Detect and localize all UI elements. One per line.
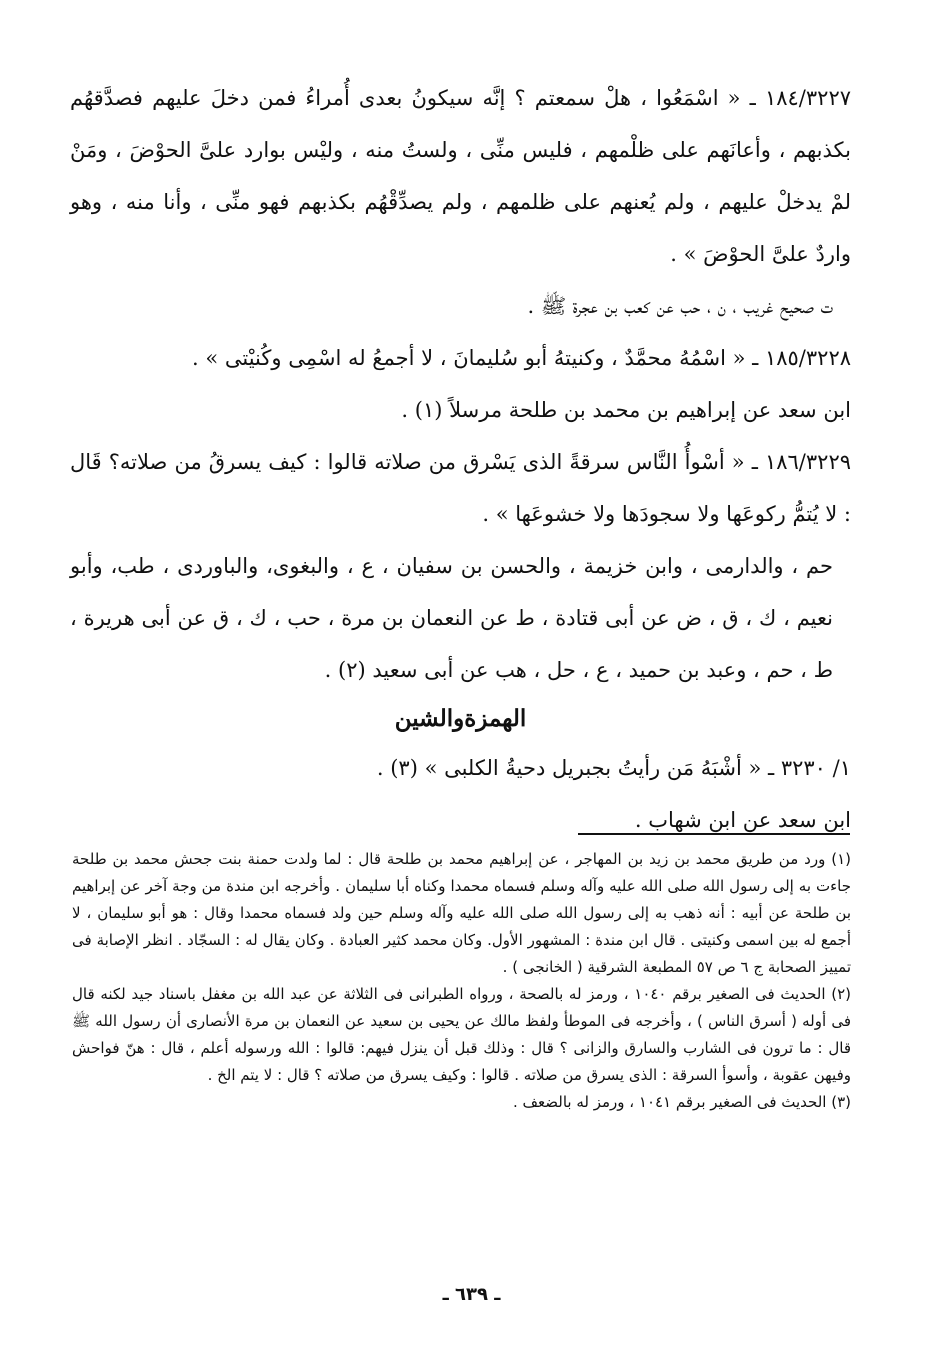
section-heading: الهمزةوالشين — [394, 705, 527, 732]
footnote-3: (٣) الحديث فى الصغير برقم ١٠٤١ ، ورمز له بالضعف . — [512, 1093, 851, 1111]
hadith-184-text: ١٨٤/٣٢٢٧ ـ « اسْمَعُوا ، هلْ سمعتم ؟ إنَّه سيكونُ بعدى أُمراءُ فمن دخلَ عليهم فصدَّقهُم بكذبهم ، وأعانَهم على ظلْمهم ، فليس منِّى ، ولستُ منه ، وليْس بوارد علىَّ الحوْضَ ، ومَنْ لمْ يدخلْ عليهم ، ولم يُعنهم على ظلمهم ، ولم يصدِّقْهُم بكذبهم فهو منِّى ، وأنا منه ، وهو واردٌ علىَّ الحوْضَ » . — [70, 86, 851, 266]
footnote-divider — [578, 833, 850, 835]
main-text — [70, 72, 851, 846]
hadith-3230-text: ١/ ٣٢٣٠ ـ « أشْبَهُ مَن رأيتُ بجبريل دحيةُ الكلبى » (٣) . — [376, 756, 851, 780]
footnote-2: (٢) الحديث فى الصغير برقم ١٠٤٠ ، ورمز له بالصحة ، ورواه الطبرانى فى الثلاثة عن عبد الله بن مغفل باسناد جيد لكنه قال فى أوله ( أسرق الناس ) ، وأخرجه فى الموطأ ولفظ مالك عن يحيى بن سعيد عن النعمان بن مرة الأنصارى أن رسول الله ﷺ قال : ما ترون فى الشارب والسارق والزانى ؟ قال : وذلك قبل أن ينزل فيهم: قالوا : الله ورسوله أعلم ، قال : هنّ فواحش وفيهن عقوبة ، وأسوأ السرقة : الذى يسرق من صلاته . قالوا : وكيف يسرق من صلاته ؟ قال : لا يتم الخ . — [72, 985, 851, 1084]
page-number: ـ ٦٣٩ ـ — [442, 1284, 501, 1305]
hadith-186-source: حم ، والدارمى ، وابن خزيمة ، والحسن بن سفيان ، ع ، والبغوى، والباوردى ، طب، وأبو نعيم ، ك ، ق ، ض عن أبى قتادة ، ط عن النعمان بن مرة ، حب ، ك ، ق عن أبى هريرة ، ط ، حم ، وعبد بن حميد ، ع ، حل ، هب عن أبى سعيد (٢) . — [70, 554, 833, 682]
hadith-3230-source: ابن سعد عن ابن شهاب . — [634, 808, 851, 832]
footnote-1: (١) ورد من طريق محمد بن زيد بن المهاجر ، عن إبراهيم محمد بن طلحة قال : لما ولدت حمنة بنت جحش محمد بن طلحة جاءت به إلى رسول الله صلى الله عليه وآله وسلم فسماه محمدا وكناه أبا سليمان . وأخرجه ابن مندة من وجة آخر عن إبراهيم بن طلحة عن أبيه : أنه ذهب به إلى رسول الله صلى الله عليه وآله وسلم حين ولد فسماه محمدا وقال : هو أبو سليمان ، لا أجمع له بين اسمى وكنيتى . قال ابن مندة : المشهور الأول. وكان محمد كثير العبادة . وكان يقال له : السجّاد . انظر الإصابة فى تمييز الصحابة ج ٦ ص ٥٧ المطبعة الشرقية ( الخانجى ) . — [72, 850, 851, 976]
hadith-184-source: ت صحيح غريب ، ن ، حب عن كعب بن عجرة ﷺ . — [527, 294, 833, 318]
hadith-186-text: ١٨٦/٣٢٢٩ ـ « أسْوأُ النَّاس سرقةً الذى يَسْرق من صلاته قالوا : كيف يسرقُ من صلاته؟ قَال : لا يُتمُّ ركوعَها ولا سجودَها ولا خشوعَها » . — [70, 450, 851, 526]
hadith-185-text: ١٨٥/٣٢٢٨ ـ « اسْمُهُ محمَّدٌ ، وكنيتهُ أبو سُليمانَ ، لا أجمعُ له اسْمِى وكُنيْتى » . — [192, 346, 851, 370]
footnotes — [72, 846, 851, 1116]
hadith-185-source: ابن سعد عن إبراهيم بن محمد بن طلحة مرسلاً (١) . — [401, 398, 851, 422]
